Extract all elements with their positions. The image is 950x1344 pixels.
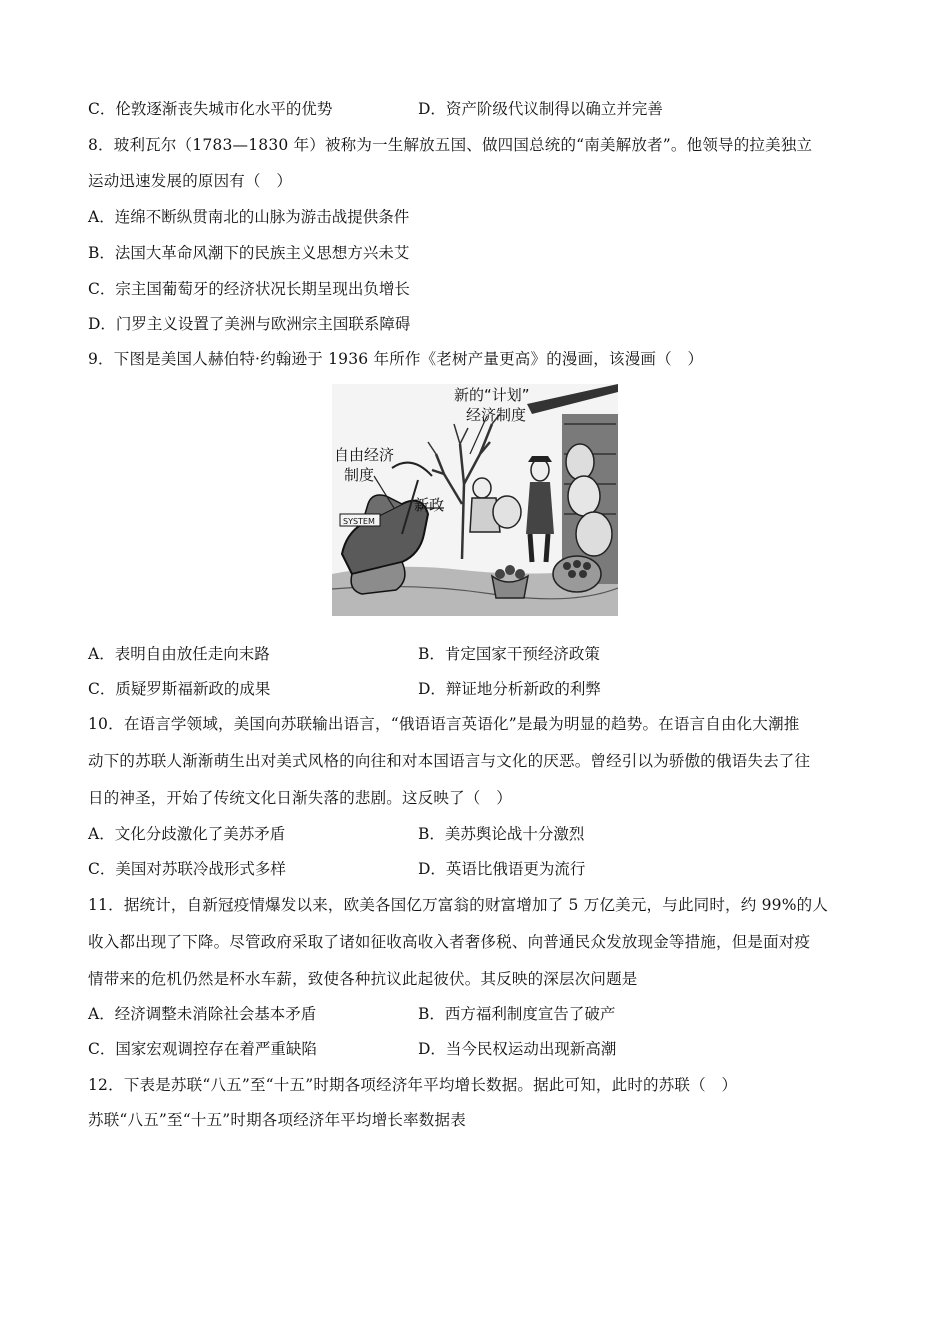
q10-stem-line-1: 10．在语言学领域，美国向苏联输出语言，“俄语语言英语化”是最为明显的趋势。在语言自由化大潮推: [88, 715, 800, 733]
q8-option-a[interactable]: A．连绵不断纵贯南北的山脉为游击战提供条件: [88, 208, 410, 226]
q11-option-a[interactable]: A．经济调整未消除社会基本矛盾: [88, 1005, 317, 1023]
cartoon-label-plan-2: 经济制度: [466, 406, 527, 424]
cartoon-label-plan-1: 新的“计划”: [454, 386, 530, 404]
q10-stem-line-2: 动下的苏联人渐渐萌生出对美式风格的向往和对本国语言与文化的厌恶。曾经引以为骄傲的俄语失去了往: [88, 752, 811, 770]
cartoon-label-newdeal: 新政: [414, 496, 445, 514]
q10-option-b[interactable]: B．美苏舆论战十分激烈: [418, 825, 585, 843]
q9-stem: 9．下图是美国人赫伯特·约翰逊于 1936 年所作《老树产量更高》的漫画，该漫画（ ）: [88, 350, 704, 368]
cartoon-label-free-2: 制度: [344, 466, 375, 484]
q9-option-c[interactable]: C．质疑罗斯福新政的成果: [88, 680, 271, 698]
q11-option-c[interactable]: C．国家宏观调控存在着严重缺陷: [88, 1040, 317, 1058]
q11-option-d[interactable]: D．当今民权运动出现新高潮: [418, 1040, 617, 1058]
q10-option-c[interactable]: C．美国对苏联冷战形式多样: [88, 860, 286, 878]
q10-stem-line-3: 日的神圣，开始了传统文化日渐失落的悲剧。这反映了（ ）: [88, 789, 512, 807]
q11-stem-line-1: 11．据统计，自新冠疫情爆发以来，欧美各国亿万富翁的财富增加了 5 万亿美元，与此同时，约 99%的人: [88, 896, 829, 914]
q8-stem-line-2: 运动迅速发展的原因有（ ）: [88, 172, 293, 190]
q7-option-c[interactable]: C．伦敦逐渐丧失城市化水平的优势: [88, 100, 333, 118]
q11-stem-line-2: 收入都出现了下降。尽管政府采取了诸如征收高收入者奢侈税、向普通民众发放现金等措施，但是面对疫: [88, 933, 811, 951]
q10-option-d[interactable]: D．英语比俄语更为流行: [418, 860, 586, 878]
q11-stem-line-3: 情带来的危机仍然是杯水车薪，致使各种抗议此起彼伏。其反映的深层次问题是: [88, 970, 638, 988]
q11-option-b[interactable]: B．西方福利制度宣告了破产: [418, 1005, 616, 1023]
q9-cartoon-image: [332, 384, 618, 616]
q9-option-b[interactable]: B．肯定国家干预经济政策: [418, 645, 600, 663]
q12-table-title: 苏联“八五”至“十五”时期各项经济年平均增长率数据表: [88, 1111, 466, 1129]
q9-option-a[interactable]: A．表明自由放任走向末路: [88, 645, 270, 663]
q12-stem: 12．下表是苏联“八五”至“十五”时期各项经济年平均增长数据。据此可知，此时的苏联（ ）: [88, 1076, 738, 1094]
q8-option-c[interactable]: C．宗主国葡萄牙的经济状况长期呈现出负增长: [88, 280, 410, 298]
q8-option-d[interactable]: D．门罗主义设置了美洲与欧洲宗主国联系障碍: [88, 315, 411, 333]
q9-option-d[interactable]: D．辩证地分析新政的利弊: [418, 680, 601, 698]
q8-stem-line-1: 8．玻利瓦尔（1783—1830 年）被称为一生解放五国、做四国总统的“南美解放者”。他领导的拉美独立: [88, 136, 813, 154]
cartoon-system-label: SYSTEM: [343, 517, 375, 526]
q10-option-a[interactable]: A．文化分歧激化了美苏矛盾: [88, 825, 286, 843]
cartoon-label-free-1: 自由经济: [334, 446, 395, 464]
q7-option-d[interactable]: D．资产阶级代议制得以确立并完善: [418, 100, 663, 118]
q8-option-b[interactable]: B．法国大革命风潮下的民族主义思想方兴未艾: [88, 244, 410, 262]
